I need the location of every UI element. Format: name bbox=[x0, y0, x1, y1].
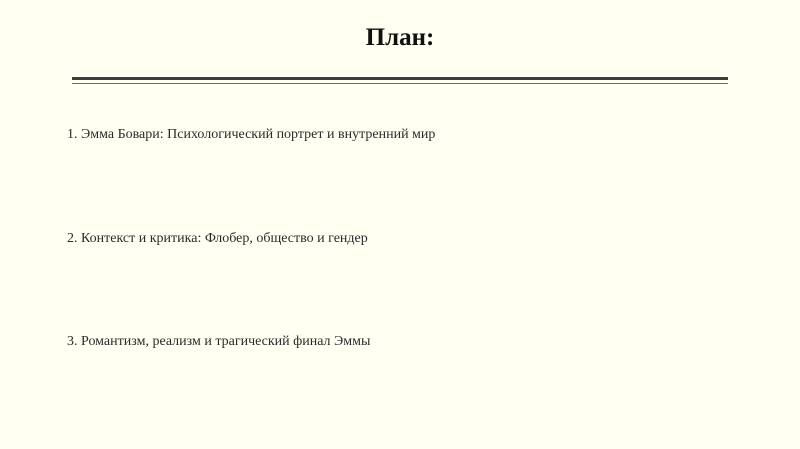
title-divider-thick bbox=[72, 77, 728, 80]
plan-item-3: 3. Романтизм, реализм и трагический финал Эммы bbox=[67, 334, 371, 349]
slide-title: План: bbox=[365, 24, 435, 51]
plan-item-2: 2. Контекст и критика: Флобер, общество и гендер bbox=[67, 231, 368, 246]
plan-item-1: 1. Эмма Бовари: Психологический портрет и внутренний мир bbox=[67, 127, 436, 142]
title-divider-thin bbox=[72, 83, 728, 84]
